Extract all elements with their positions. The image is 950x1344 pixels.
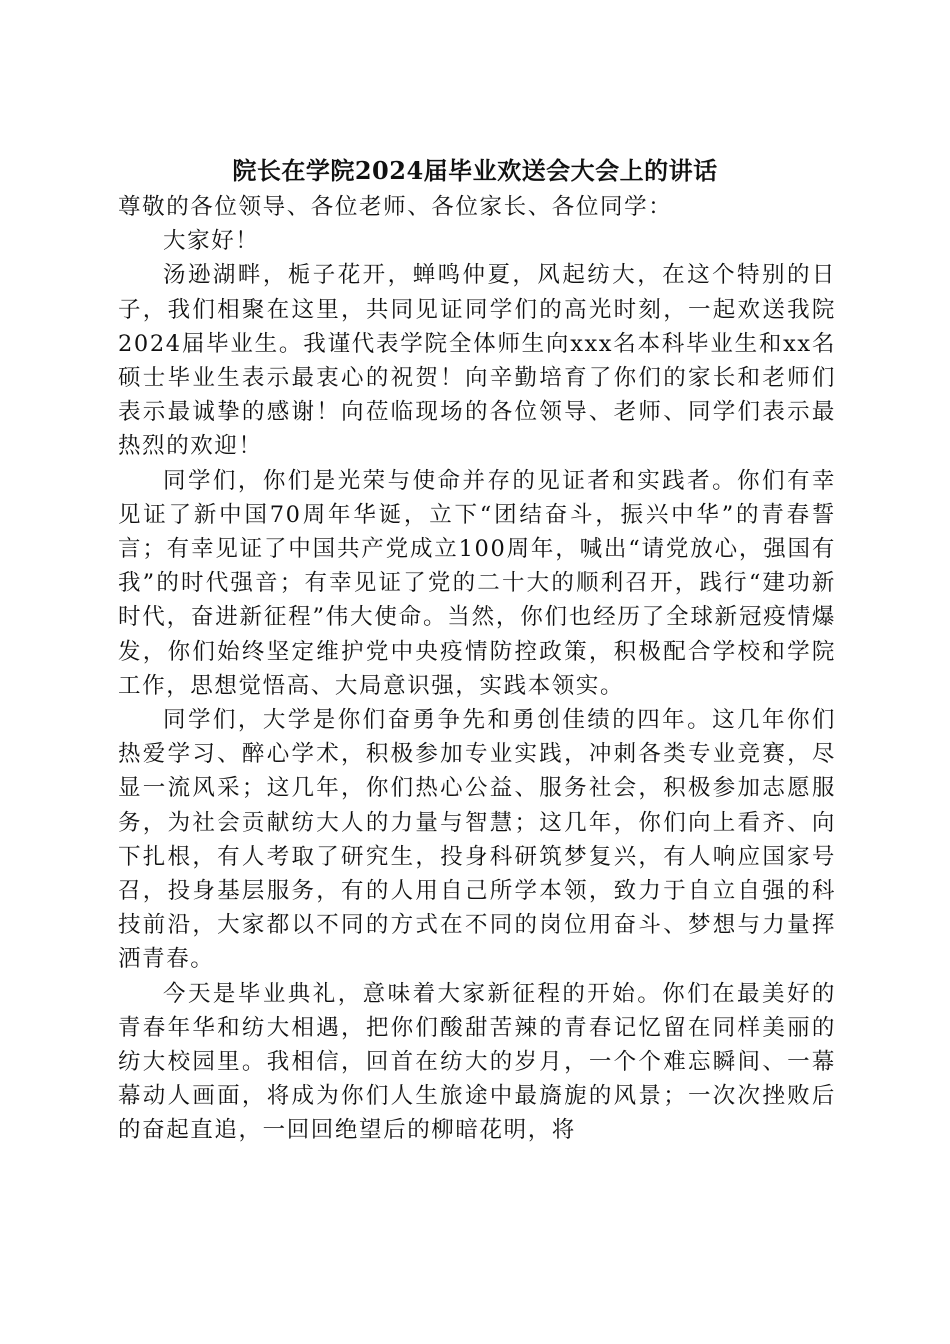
salutation: 尊敬的各位领导、各位老师、各位家长、各位同学：: [118, 194, 673, 220]
paragraph-four-years: 同学们，大学是你们奋勇争先和勇创佳绩的四年。这几年你们热爱学习、醉心学术，积极参加专业实践，冲刺各类专业竞赛，尽显一流风采；这几年，你们热心公益、服务社会，积极参加志愿服务，为社会贡献纺大人的力量与智慧；这几年，你们向上看齐、向下扎根，有人考取了研究生，投身科研筑梦复兴，有人响应国家号召，投身基层服务，有的人用自己所学本领，致力于自立自强的科技前沿，大家都以不同的方式在不同的岗位用奋斗、梦想与力量挥洒青春。: [118, 707, 836, 973]
paragraph-greeting: 大家好！: [163, 228, 260, 255]
paragraph-new-journey: 今天是毕业典礼，意味着大家新征程的开始。你们在最美好的青春年华和纺大相遇，把你们酸甜苦辣的青春记忆留在同样美丽的纺大校园里。我相信，回首在纺大的岁月，一个个难忘瞬间、一幕幕动人画面，将成为你们人生旅途中最旖旎的风景；一次次挫败后的奋起直追，一回回绝望后的柳暗花明，将: [118, 980, 836, 1144]
document-title: 院长在学院2024届毕业欢送会大会上的讲话: [232, 156, 718, 185]
paragraph-opening: 汤逊湖畔，栀子花开，蝉鸣仲夏，风起纺大，在这个特别的日子，我们相聚在这里，共同见证同学们的高光时刻，一起欢送我院2024届毕业生。我谨代表学院全体师生向xxx名本科毕业生和xx名硕士毕业生表示最衷心的祝贺！向辛勤培育了你们的家长和老师们表示最诚挚的感谢！向莅临现场的各位领导、老师、同学们表示最热烈的欢迎！: [118, 262, 836, 460]
document-body: [118, 190, 836, 1148]
paragraph-witness: 同学们，你们是光荣与使命并存的见证者和实践者。你们有幸见证了新中国70周年华诞，立下“团结奋斗，振兴中华”的青春誓言；有幸见证了中国共产党成立100周年，喊出“请党放心，强国有我”的时代强音；有幸见证了党的二十大的顺利召开，践行“建功新时代，奋进新征程”伟大使命。当然，你们也经历了全球新冠疫情爆发，你们始终坚定维护党中央疫情防控政策，积极配合学校和学院工作，思想觉悟高、大局意识强，实践本领实。: [118, 467, 836, 699]
